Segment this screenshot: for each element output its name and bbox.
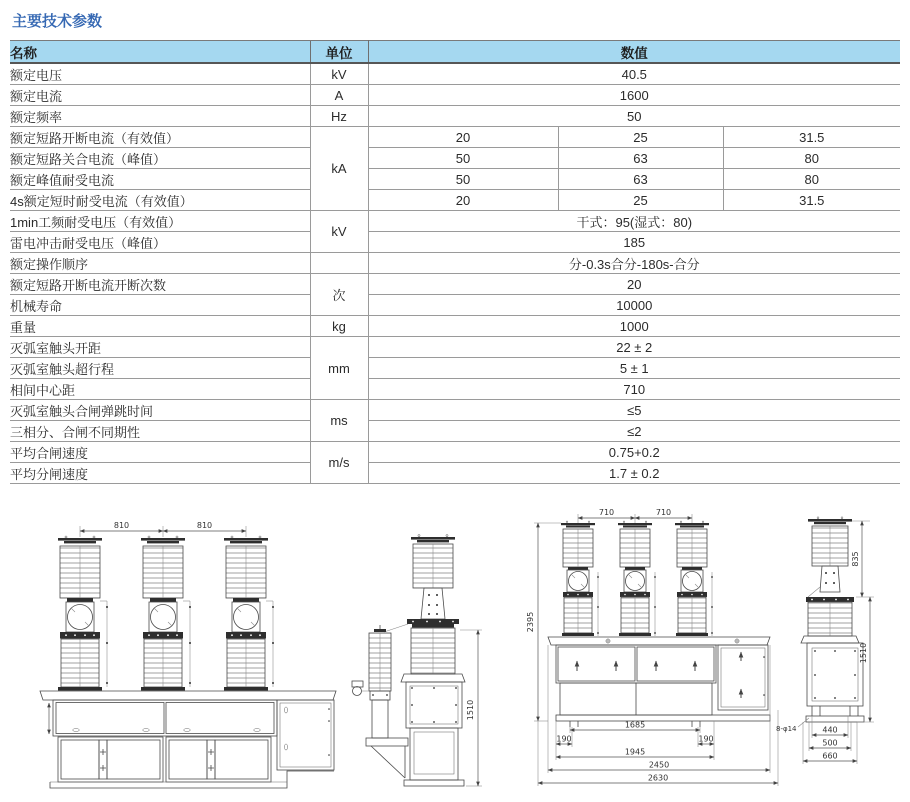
side-view-2-drawing <box>776 517 874 764</box>
param-value: 50 <box>368 106 900 127</box>
dim-label-810-left: 810 <box>113 521 130 530</box>
dim-label-2630: 2630 <box>647 773 669 783</box>
param-row <box>10 190 900 211</box>
param-row <box>10 127 900 148</box>
param-value: 22 ± 2 <box>368 337 900 358</box>
param-value: 25 <box>558 127 723 148</box>
param-name: 三相分、合闸不同期性 <box>10 421 310 442</box>
header-name: 名称 <box>10 41 310 64</box>
dim-label-500: 500 <box>822 738 838 748</box>
header-row <box>10 41 900 64</box>
param-row <box>10 169 900 190</box>
param-row <box>10 421 900 442</box>
parameters-table <box>10 40 900 484</box>
param-unit: ms <box>310 400 368 442</box>
cabinet-rear <box>548 637 770 727</box>
param-row <box>10 148 900 169</box>
param-row <box>10 253 900 274</box>
hole-label: 8-φ14 <box>776 725 797 733</box>
param-value: 5 ± 1 <box>368 358 900 379</box>
dim-label-2395: 2395 <box>526 611 535 633</box>
param-name: 额定短路关合电流（峰值） <box>10 148 310 169</box>
dim-label-190-left: 190 <box>556 734 572 744</box>
header-unit: 单位 <box>310 41 368 64</box>
param-row <box>10 463 900 484</box>
param-value: 710 <box>368 379 900 400</box>
param-value: 31.5 <box>723 127 900 148</box>
param-name: 灭弧室触头超行程 <box>10 358 310 379</box>
param-name: 灭弧室触头开距 <box>10 337 310 358</box>
param-row <box>10 106 900 127</box>
side-view-drawing <box>352 535 482 787</box>
param-row <box>10 295 900 316</box>
param-row <box>10 379 900 400</box>
param-name: 灭弧室触头合闸弹跳时间 <box>10 400 310 421</box>
cabinet-front <box>40 691 336 788</box>
param-row <box>10 358 900 379</box>
param-value: 10000 <box>368 295 900 316</box>
param-value: 80 <box>723 148 900 169</box>
front-view-drawing <box>40 521 336 788</box>
param-value: ≤2 <box>368 421 900 442</box>
param-row <box>10 400 900 421</box>
param-name: 额定峰值耐受电流 <box>10 169 310 190</box>
param-name: 额定短路开断电流开断次数 <box>10 274 310 295</box>
param-name: 机械寿命 <box>10 295 310 316</box>
param-unit: kg <box>310 316 368 337</box>
param-value: ≤5 <box>368 400 900 421</box>
param-name: 额定频率 <box>10 106 310 127</box>
param-name: 额定电压 <box>10 63 310 85</box>
param-value: 1.7 ± 0.2 <box>368 463 900 484</box>
param-name: 4s额定短时耐受电流（有效值） <box>10 190 310 211</box>
param-value: 50 <box>368 148 558 169</box>
param-unit: mm <box>310 337 368 400</box>
param-name: 额定操作顺序 <box>10 253 310 274</box>
dim-label-710-left: 710 <box>598 508 615 517</box>
param-value: 20 <box>368 190 558 211</box>
param-value: 0.75+0.2 <box>368 442 900 463</box>
param-name: 1min工频耐受电压（有效值） <box>10 211 310 232</box>
param-row <box>10 337 900 358</box>
dim-label-1685: 1685 <box>624 720 646 730</box>
rear-view-drawing <box>526 508 778 786</box>
param-unit: kA <box>310 127 368 211</box>
param-value: 63 <box>558 169 723 190</box>
param-row <box>10 232 900 253</box>
param-value: 1600 <box>368 85 900 106</box>
param-value: 分-0.3s合分-180s-合分 <box>368 253 900 274</box>
param-name: 平均分闸速度 <box>10 463 310 484</box>
dim-label-810-right: 810 <box>196 521 213 530</box>
param-value: 20 <box>368 127 558 148</box>
param-name: 雷电冲击耐受电压（峰值） <box>10 232 310 253</box>
param-row <box>10 442 900 463</box>
dim-label-2450: 2450 <box>648 760 670 770</box>
param-value: 63 <box>558 148 723 169</box>
dimension-drawings <box>0 497 910 802</box>
dim-label-1510-side2: 1510 <box>859 642 868 664</box>
arrester <box>352 625 408 778</box>
param-name: 额定电流 <box>10 85 310 106</box>
param-unit: kV <box>310 63 368 85</box>
dim-label-710-right: 710 <box>655 508 672 517</box>
param-unit: A <box>310 85 368 106</box>
dim-label-835: 835 <box>851 551 860 567</box>
param-value: 80 <box>723 169 900 190</box>
param-unit: Hz <box>310 106 368 127</box>
param-name: 平均合闸速度 <box>10 442 310 463</box>
param-row <box>10 211 900 232</box>
param-value: 1000 <box>368 316 900 337</box>
param-unit <box>310 253 368 274</box>
param-value: 25 <box>558 190 723 211</box>
param-row <box>10 85 900 106</box>
param-value: 40.5 <box>368 63 900 85</box>
param-row <box>10 316 900 337</box>
dim-label-1945: 1945 <box>624 747 646 757</box>
dim-label-1510-side: 1510 <box>466 699 475 721</box>
param-value: 干式：95(湿式：80) <box>368 211 900 232</box>
param-value: 20 <box>368 274 900 295</box>
param-unit: m/s <box>310 442 368 484</box>
param-name: 相间中心距 <box>10 379 310 400</box>
header-value: 数值 <box>368 41 900 64</box>
param-row <box>10 274 900 295</box>
param-unit: 次 <box>310 274 368 316</box>
param-name: 额定短路开断电流（有效值） <box>10 127 310 148</box>
dim-label-660: 660 <box>822 751 838 761</box>
param-value: 31.5 <box>723 190 900 211</box>
section-title: 主要技术参数 <box>12 13 103 30</box>
param-value: 50 <box>368 169 558 190</box>
param-row <box>10 63 900 85</box>
param-unit: kV <box>310 211 368 253</box>
param-name: 重量 <box>10 316 310 337</box>
dim-label-190-right: 190 <box>698 734 714 744</box>
param-value: 185 <box>368 232 900 253</box>
dim-label-440: 440 <box>822 725 838 735</box>
